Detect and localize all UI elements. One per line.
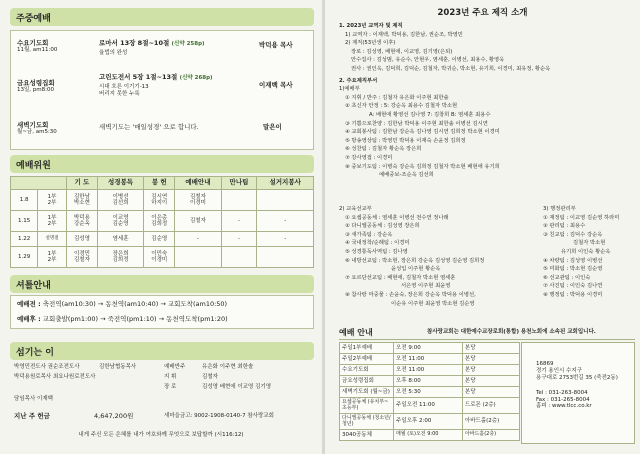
staff-line: 장로 : 김성영, 배현애, 이교영, 김기영(은퇴) — [351, 48, 453, 55]
table-row — [340, 376, 520, 387]
address-line1: 경기 용인시 수지구 — [536, 367, 583, 374]
cell-date: 1.29 — [11, 247, 38, 268]
bus-row — [17, 300, 227, 308]
admin-line: ⑧ 행정팀 : 박덕용 이경미 — [543, 291, 603, 298]
service-text: 새벽기도는 '매일성경' 으로 합니다. — [99, 123, 199, 131]
sched-place: 아바드홀(2층) — [462, 430, 519, 441]
worship-box — [10, 30, 314, 150]
cell-manna — [221, 190, 257, 211]
server-left: 담임목사 이재백 — [14, 396, 53, 402]
server-role: 예배반주 — [164, 364, 186, 370]
staff-line: 안수집사 : 김성범, 유순수, 안현우, 염세훈, 이병선, 최용수, 황영욱 — [351, 57, 505, 64]
sched-time: 매월 (토)오전 9:00 — [394, 430, 463, 441]
cell-date: 1.8 — [11, 190, 38, 211]
edu-line: 윤성입 이주현 황순옥 — [391, 266, 441, 273]
service-ref: (신약 268p) — [179, 75, 213, 81]
staff-line: 1) 교역자 : 이재백, 박덕용, 김한남, 권순조, 박영민 — [345, 31, 463, 38]
sched-name: 금요성령집회 — [340, 376, 394, 387]
cell-dish: - — [257, 211, 314, 232]
cell-prayer: 박덕용 강순옥 — [66, 211, 97, 232]
table-row — [340, 430, 520, 441]
table-row — [11, 247, 314, 268]
table-header-row — [11, 177, 314, 190]
sched-time: 오전 11:00 — [394, 354, 463, 365]
edu-line: ① 요셉공동체 : 염세훈 이병선 전수연 정나래 — [345, 214, 449, 221]
admin-line: 유기희 이인숙 황순옥 — [561, 248, 611, 255]
servers-header — [10, 342, 314, 360]
sched-place: 드로몬 (2층) — [462, 398, 519, 414]
admin-line: ⑦ 사진팀 : 이인숙 김나연 — [543, 283, 603, 290]
address-line2: 용구대로 2753번길 35 (죽전2동) — [536, 374, 618, 381]
table-row — [340, 414, 520, 430]
address-tel: Tel : 031-263-8004 — [536, 389, 588, 396]
table-row — [340, 398, 520, 414]
sched-name: 주일2부예배 — [340, 354, 394, 365]
cell-guide: 김철자 — [175, 211, 221, 232]
table-header: 성경봉독 — [97, 177, 143, 190]
right-page — [325, 0, 640, 454]
cell-dish: - — [257, 232, 314, 247]
service-3 — [17, 121, 57, 136]
cell-manna: - — [221, 232, 257, 247]
sched-name: 다니엘공동체 (청소년/청년) — [340, 414, 394, 430]
server-role: 지 휘 — [164, 374, 177, 380]
dept-line: ⑦ 강사영접 : 이경미 — [345, 154, 393, 161]
table-row — [340, 343, 520, 354]
edu-line: ⑧ 참사랑 마중물 : 손윤숙, 장은희 강순옥 박덕용 이병선, — [345, 291, 476, 298]
sched-place: 본당 — [462, 354, 519, 365]
schedule-table — [339, 342, 520, 441]
table-header: 봉 헌 — [144, 177, 175, 190]
table-header: 만나팀 — [221, 177, 257, 190]
staff-line: 1. 2023년 교역자 및 제직 — [339, 23, 403, 29]
service-time: 월~금, am5:30 — [17, 129, 57, 136]
cell-offering: 김시연 하지이 — [144, 190, 175, 211]
sched-name: 수요기도회 — [340, 365, 394, 376]
dept-line: 예배중보-조순옥 김선희 — [379, 172, 434, 179]
staff-line: 2) 제직(53년생 이후) — [345, 40, 396, 47]
offering-label: 지난 주 헌금 — [14, 412, 50, 420]
sched-place: 본당 — [462, 387, 519, 398]
cell-manna — [221, 247, 257, 268]
dept-line: ③ 기쁨으로찬양 : 김한남 박덕용 이주현 최한솔 이병선 김시연 — [345, 120, 488, 127]
staff-section — [339, 22, 635, 180]
server-role: 장 로 — [164, 384, 177, 390]
cell-dish — [257, 190, 314, 211]
edu-line: ③ 새가족팀 : 강순옥 — [345, 231, 393, 238]
table-row — [11, 190, 314, 211]
table-row — [340, 365, 520, 376]
committee-title: 예배위원 — [16, 161, 51, 171]
dept-line: A: 배현애 황영선 김나영 7: 김창희 B: 염세훈 최용수 — [369, 111, 491, 118]
server-names: 김성영 배현애 이교영 김기영 — [202, 384, 272, 390]
table-header — [11, 177, 67, 190]
sched-name: 3040공동체 — [340, 430, 394, 441]
service-text: 로마서 13장 8절~10절 — [99, 39, 170, 47]
server-names: 유은화 이주현 최한솔 — [202, 364, 254, 370]
footer-verse: 내게 주신 모든 은혜를 내가 여호와께 무엇으로 보답할까 (시116:12) — [78, 432, 244, 438]
table-row — [11, 232, 314, 247]
cell-part: 1부 2부 — [38, 247, 67, 268]
edu-line: ② 다니엘공동체 : 김성영 장은희 — [345, 223, 420, 230]
service-name: 수요기도회 — [17, 39, 49, 47]
admin-line: 김철자 박소현 — [573, 240, 606, 247]
service-2 — [17, 79, 55, 94]
service-sub: 율법의 완성 — [99, 49, 128, 56]
sched-place: 본당 — [462, 376, 519, 387]
edu-line: ⑤ 성경통독사역팀 : 김나영 — [345, 248, 408, 255]
admin-line: 3) 행정관리부 — [543, 206, 576, 212]
admin-line: ⑤ 미화팀 : 박소현 김순영 — [543, 266, 603, 273]
sched-time: 오전 11:00 — [394, 365, 463, 376]
dept-line: 2. 주요제직부서 — [339, 77, 378, 84]
service-ref: (신약 258p) — [171, 41, 205, 47]
affiliation: 참사랑교회는 대한예수교장로회(통합) 용천노회에 소속된 교회입니다. — [427, 329, 596, 335]
cell-date: 1.22 — [11, 232, 38, 247]
sched-name: 새벽기도회 (월~금) — [340, 387, 394, 398]
cell-reading: 염세훈 — [97, 232, 143, 247]
admin-line: ④ 차량팀 : 김성영 이병선 — [543, 257, 603, 264]
admin-line: ⑥ 선교관팀 : 이인숙 — [543, 274, 591, 281]
dept-line: 1)예배부 — [339, 86, 360, 93]
edu-line: 2) 교육선교부 — [339, 206, 372, 212]
cell-offering: 이민숙 이경미 — [144, 247, 175, 268]
committee-table — [10, 176, 314, 268]
cell-guide: - — [175, 232, 221, 247]
admin-line: ② 관리팀 : 최용수 — [543, 223, 586, 230]
edu-line: ④ 국내정착/순례팀 : 이경미 — [345, 240, 410, 247]
cell-guide: 김철자 이경미 — [175, 190, 221, 211]
admin-section — [543, 205, 637, 300]
service-name: 새벽기도회 — [17, 121, 49, 129]
sched-time: 주일오전 11:00 — [394, 398, 463, 414]
sched-name: 요셉공동체 (유치부~초등부) — [340, 398, 394, 414]
worship-header — [10, 8, 314, 26]
edu-line: ⑥ 내방선교팀 : 박소현, 장은희 강순옥 김성영 김순영 김희정 — [345, 257, 485, 264]
service-text: 고린도전서 5장 1절~13절 — [99, 73, 178, 81]
cell-date: 1.15 — [11, 211, 38, 232]
cell-part: 1부 2부 — [38, 190, 67, 211]
sched-time: 주일오후 2:00 — [394, 414, 463, 430]
dept-line: ⑤ 방송영상팀 : 박영민 박덕용 이재숙 손윤정 김희정 — [345, 137, 466, 144]
cell-part: 1부 2부 — [38, 211, 67, 232]
service-time: 11월, am11:00 — [17, 47, 58, 54]
staff-line: 권사 : 권인옥, 김덕희, 김덕순, 김철자, 박귀순, 박소현, 유기희, 이경미, 최유정, 황순옥 — [351, 65, 551, 72]
bus-box — [10, 295, 314, 329]
servers-title: 섬기는 이 — [16, 348, 54, 358]
edu-line: 서은영 이주현 최윤영 — [401, 283, 451, 290]
cell-prayer: 김한남 박소현 — [66, 190, 97, 211]
dept-line: ⑥ 성찬팀 : 김철자 황순옥 장은희 — [345, 146, 422, 153]
address-web[interactable]: 홈피 : www.tlcc.co.kr — [536, 403, 592, 410]
sched-time: 오후 8:00 — [394, 376, 463, 387]
education-section — [339, 205, 539, 308]
admin-line: ③ 친교팀 : 김덕수 강순옥 — [543, 231, 603, 238]
bus-label: 예배후 : — [17, 315, 41, 323]
dept-line: ② 초신자 안정 : 5: 강순옥 최용수 김철자 박소현 — [345, 103, 458, 110]
cell-offering: 이은총 김희정 — [144, 211, 175, 232]
sched-time: 오전 9:00 — [394, 343, 463, 354]
right-title: 2023년 주요 제직 소개 — [437, 8, 528, 18]
bus-header — [10, 275, 314, 293]
bus-text: 교회출발(pm1:00) → 죽전역(pm1:10) → 동천역도착(pm1:20) — [42, 315, 228, 323]
cell-prayer: 이경민 김철자 — [66, 247, 97, 268]
table-header: 예배안내 — [175, 177, 221, 190]
sched-time: 오전 5:30 — [394, 387, 463, 398]
address-fax: Fax : 031-265-8004 — [536, 396, 590, 403]
offering-amount: 4,647,200원 — [94, 412, 134, 420]
guide-header — [339, 327, 635, 340]
address-zip: 16869 — [536, 361, 554, 367]
table-header: 설거지봉사 — [257, 177, 314, 190]
service-leader: 박덕용 목사 — [259, 41, 293, 49]
cell-dish — [257, 247, 314, 268]
service-leader: 말은이 — [263, 123, 282, 131]
table-row — [340, 354, 520, 365]
service-sub2: 버리지 못한 누룩 — [99, 90, 140, 97]
sched-place: 아바드홀(2층) — [462, 414, 519, 430]
worship-title: 주중예배 — [16, 14, 51, 24]
cell-reading: 이교영 김순영 — [97, 211, 143, 232]
cell-guide — [175, 247, 221, 268]
service-time: 13일, pm8:00 — [17, 87, 55, 94]
table-row — [340, 387, 520, 398]
service-1 — [17, 39, 57, 54]
bus-row — [17, 315, 228, 323]
cell-reading: 장은희 김희정 — [97, 247, 143, 268]
guide-title: 예배 안내 — [339, 328, 373, 337]
admin-line: ① 재정팀 : 이교영 김순영 하라미 — [543, 214, 620, 221]
sched-name: 주일1부예배 — [340, 343, 394, 354]
sched-place: 본당 — [462, 343, 519, 354]
dept-line: ④ 교회봉사팀 : 김한남 강순옥 김나영 김시연 김희정 박소현 이경미 — [345, 129, 500, 136]
server-left: 박영민전도사 권순조전도사 — [14, 364, 80, 370]
bank-info: 새마을금고: 9002-1908-0140-7 참사랑교회 — [164, 413, 274, 419]
bus-text: 축전역(am10:30) → 동천역(am10:40) → 교회도착(am10:50) — [42, 300, 228, 308]
cell-part: 설명절 — [38, 232, 67, 247]
table-header: 기 도 — [66, 177, 97, 190]
server-left: 박덕용원로목사 최요나원로전도사 — [14, 374, 96, 380]
bus-title: 셔틀안내 — [16, 281, 51, 291]
committee-header — [10, 155, 314, 173]
sched-place: 본당 — [462, 365, 519, 376]
cell-manna: - — [221, 211, 257, 232]
cell-prayer: 김성영 — [66, 232, 97, 247]
edu-line: ⑦ 요르단선교팀 : 배현애, 김철자 박소현 염세훈 — [345, 274, 456, 281]
server-names: 김철자 — [202, 374, 218, 380]
service-sub: 시대 흐른 이기기-13 — [99, 83, 149, 90]
dept-line: ⑧ 중보기도팀 : 이병숙 강순옥 김희정 김철자 박소현 배현애 유기희 — [345, 163, 500, 170]
address-box — [521, 342, 635, 444]
cell-reading: 이병선 김선희 — [97, 190, 143, 211]
service-name: 금요성령집회 — [17, 79, 55, 87]
cell-offering: 김순영 — [144, 232, 175, 247]
server-mid: 김한남협동목사 — [99, 364, 137, 370]
bus-label: 예배전 : — [17, 300, 41, 308]
dept-line: ① 지휘 / 반주 : 김철자 유은화 이주현 최한솔 — [345, 94, 449, 101]
table-row — [11, 211, 314, 232]
service-leader: 이재백 목사 — [259, 81, 293, 89]
edu-line: 이순유 이주현 최윤영 박소현 김순영 — [391, 300, 475, 307]
offering-row — [14, 412, 314, 424]
